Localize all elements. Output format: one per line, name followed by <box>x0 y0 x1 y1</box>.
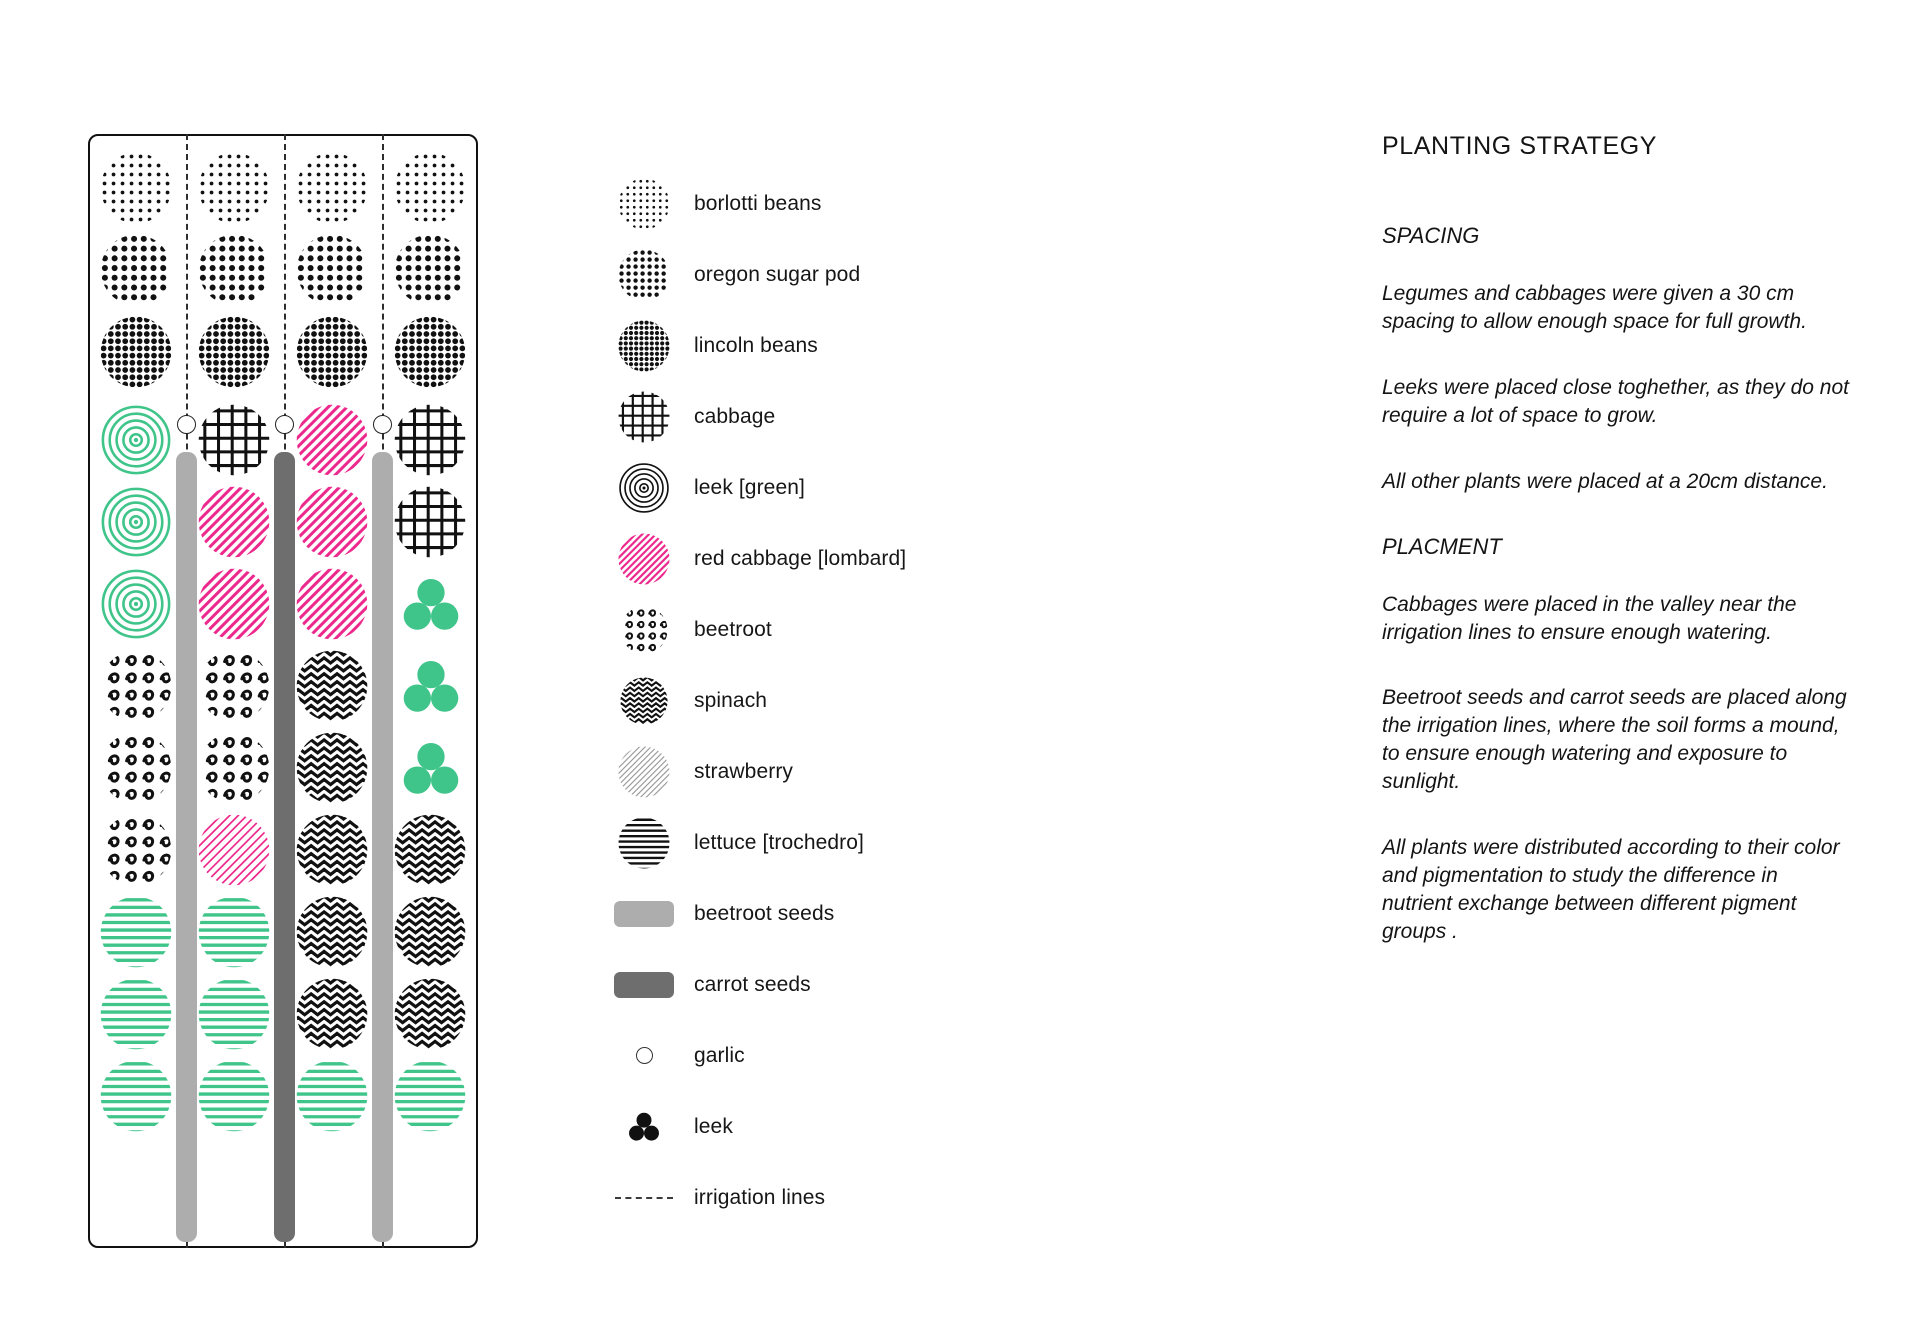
legend-item-irrigation-lines <box>608 1162 1028 1233</box>
legend-item-red-cabbage <box>608 523 1028 594</box>
plot-cell-cabbage-grid-circle <box>198 404 270 476</box>
plot-cell-leek-green-cluster <box>400 574 462 636</box>
plot-cell-lettuce-green-stripe-circle <box>100 1060 172 1132</box>
plot-cell-lettuce-green-stripe-circle <box>100 978 172 1050</box>
legend-item-lettuce <box>608 807 1028 878</box>
plot-cell-oregon-sugar-pod-dot-circle <box>198 234 270 306</box>
plot-cell-leek-green-cluster <box>400 738 462 800</box>
plot-cell-oregon-sugar-pod-dot-circle <box>296 234 368 306</box>
plot-cell-leek-green-concentric-circle <box>100 568 172 640</box>
lettuce-horizontal-stripe-circle-icon <box>608 817 680 869</box>
borlotti-beans-dot-circle-icon <box>608 178 680 230</box>
plot-cell-spinach-zigzag-circle <box>394 814 466 886</box>
plot-cell-red-cabbage-hatch-circle <box>198 568 270 640</box>
oregon-sugar-pod-dot-circle-icon <box>608 249 680 301</box>
legend-label: oregon sugar pod <box>694 262 861 286</box>
section-heading-placement: PLACMENT <box>1382 533 1502 559</box>
plot-cell-red-cabbage-hatch-circle <box>296 486 368 558</box>
spinach-zigzag-circle-icon <box>608 677 680 725</box>
lincoln-beans-dense-dot-circle-icon <box>608 320 680 372</box>
spacing-paragraph-3: All other plants were placed at a 20cm distance. <box>1382 469 1828 493</box>
plot-cell-spinach-zigzag-circle <box>296 978 368 1050</box>
legend-label: spinach <box>694 688 768 712</box>
plot-cell-lincoln-beans-dense-dot-circle <box>296 316 368 388</box>
legend-item-spinach <box>608 665 1028 736</box>
legend-label: lettuce [trochedro] <box>694 830 864 854</box>
legend-item-cabbage <box>608 381 1028 452</box>
plot-cell-lincoln-beans-dense-dot-circle <box>100 316 172 388</box>
spacing-paragraph-1: Legumes and cabbages were given a 30 cm spacing to allow enough space for full growth. <box>1382 282 1807 333</box>
plot-cell-spinach-zigzag-circle <box>296 650 368 722</box>
planting-strategy-panel <box>1382 132 1852 946</box>
plot-cell-beetroot-squiggle-circle <box>198 650 270 722</box>
garlic-node-1 <box>177 415 196 434</box>
cabbage-grid-circle-icon <box>608 391 680 443</box>
leek-three-dots-icon <box>608 1110 680 1144</box>
legend-label: carrot seeds <box>694 972 811 996</box>
strawberry-thin-hatch-circle-icon <box>608 746 680 798</box>
plot-cell-spinach-zigzag-circle <box>394 978 466 1050</box>
plot-cell-lettuce-green-stripe-circle <box>198 896 270 968</box>
leek-green-concentric-circle-icon <box>608 462 680 514</box>
plot-cell-strawberry-thin-hatch-circle <box>198 814 270 886</box>
plot-cell-spinach-zigzag-circle <box>296 732 368 804</box>
plot-cell-beetroot-squiggle-circle <box>100 650 172 722</box>
legend-label: garlic <box>694 1043 745 1067</box>
garlic-node-2 <box>275 415 294 434</box>
legend-label: borlotti beans <box>694 191 822 215</box>
plot-cell-leek-green-concentric-circle <box>100 404 172 476</box>
plot-cell-oregon-sugar-pod-dot-circle <box>394 234 466 306</box>
legend-label: beetroot seeds <box>694 901 835 925</box>
beetroot-squiggle-circle-icon <box>608 606 680 654</box>
plot-cell-beetroot-squiggle-circle <box>100 732 172 804</box>
legend-item-leek-green <box>608 452 1028 523</box>
plot-cell-red-cabbage-hatch-circle <box>198 486 270 558</box>
plot-cell-borlotti-beans-dot-circle <box>296 152 368 224</box>
plot-cell-spinach-zigzag-circle <box>296 814 368 886</box>
plot-cell-beetroot-squiggle-circle <box>100 814 172 886</box>
placement-paragraph-1: Cabbages were placed in the valley near the irrigation lines to ensure enough watering. <box>1382 592 1797 644</box>
section-heading-spacing: SPACING <box>1382 223 1480 248</box>
legend-item-beetroot-seeds <box>608 878 1028 949</box>
legend-item-borlotti-beans <box>608 168 1028 239</box>
carrot-seeds-swatch-icon <box>608 972 680 998</box>
plot-cell-lettuce-green-stripe-circle <box>100 896 172 968</box>
legend-item-strawberry <box>608 736 1028 807</box>
legend-item-beetroot <box>608 594 1028 665</box>
plot-cell-leek-green-concentric-circle <box>100 486 172 558</box>
plot-cell-cabbage-grid-circle <box>394 404 466 476</box>
plot-cell-lettuce-green-stripe-circle <box>296 1060 368 1132</box>
legend <box>608 168 1028 1233</box>
beetroot-seeds-swatch-icon <box>608 901 680 927</box>
strip-beetroot-seeds-2 <box>372 452 393 1242</box>
legend-item-lincoln-beans <box>608 310 1028 381</box>
legend-item-oregon-sugar-pod <box>608 239 1028 310</box>
plot-cell-oregon-sugar-pod-dot-circle <box>100 234 172 306</box>
plot-cell-borlotti-beans-dot-circle <box>198 152 270 224</box>
legend-label: beetroot <box>694 617 772 641</box>
legend-label: red cabbage [lombard] <box>694 546 907 570</box>
plot-cell-spinach-zigzag-circle <box>296 896 368 968</box>
strip-beetroot-seeds-1 <box>176 452 197 1242</box>
plot-cell-lettuce-green-stripe-circle <box>198 978 270 1050</box>
plot-cell-cabbage-grid-circle <box>394 486 466 558</box>
plot-cell-borlotti-beans-dot-circle <box>394 152 466 224</box>
plot-cell-lincoln-beans-dense-dot-circle <box>394 316 466 388</box>
legend-item-garlic <box>608 1020 1028 1091</box>
garlic-node-3 <box>373 415 392 434</box>
spacing-paragraph-2: Leeks were placed close toghether, as they do not require a lot of space to grow. <box>1382 375 1849 427</box>
placement-paragraph-3: All plants were distributed according to their color and pigmentation to study the difference in nutrient exchange between different pigment groups . <box>1382 836 1840 943</box>
legend-item-leek <box>608 1091 1028 1162</box>
red-cabbage-hatch-circle-icon <box>608 533 680 585</box>
irrigation-dashed-line-icon <box>608 1197 680 1199</box>
plot-cell-spinach-zigzag-circle <box>394 896 466 968</box>
plot-cell-leek-green-cluster <box>400 656 462 718</box>
legend-label: leek <box>694 1114 733 1138</box>
plot-cell-red-cabbage-hatch-circle <box>296 568 368 640</box>
plot-cell-beetroot-squiggle-circle <box>198 732 270 804</box>
legend-label: irrigation lines <box>694 1185 826 1209</box>
plot-cell-red-cabbage-hatch-circle <box>296 404 368 476</box>
garlic-open-circle-icon <box>608 1047 680 1064</box>
plot-cell-borlotti-beans-dot-circle <box>100 152 172 224</box>
plot-cell-lettuce-green-stripe-circle <box>198 1060 270 1132</box>
garden-plot-diagram <box>88 134 478 1248</box>
plot-cell-lincoln-beans-dense-dot-circle <box>198 316 270 388</box>
legend-label: strawberry <box>694 759 794 783</box>
legend-label: cabbage <box>694 404 776 428</box>
plot-cell-lettuce-green-stripe-circle <box>394 1060 466 1132</box>
strip-carrot-seeds-1 <box>274 452 295 1242</box>
legend-item-carrot-seeds <box>608 949 1028 1020</box>
legend-label: leek [green] <box>694 475 805 499</box>
page-title: PLANTING STRATEGY <box>1382 132 1658 160</box>
legend-label: lincoln beans <box>694 333 818 357</box>
placement-paragraph-2: Beetroot seeds and carrot seeds are placed along the irrigation lines, where the soil forms a mound, to ensure enough watering and exposure to sunlight. <box>1382 686 1847 794</box>
